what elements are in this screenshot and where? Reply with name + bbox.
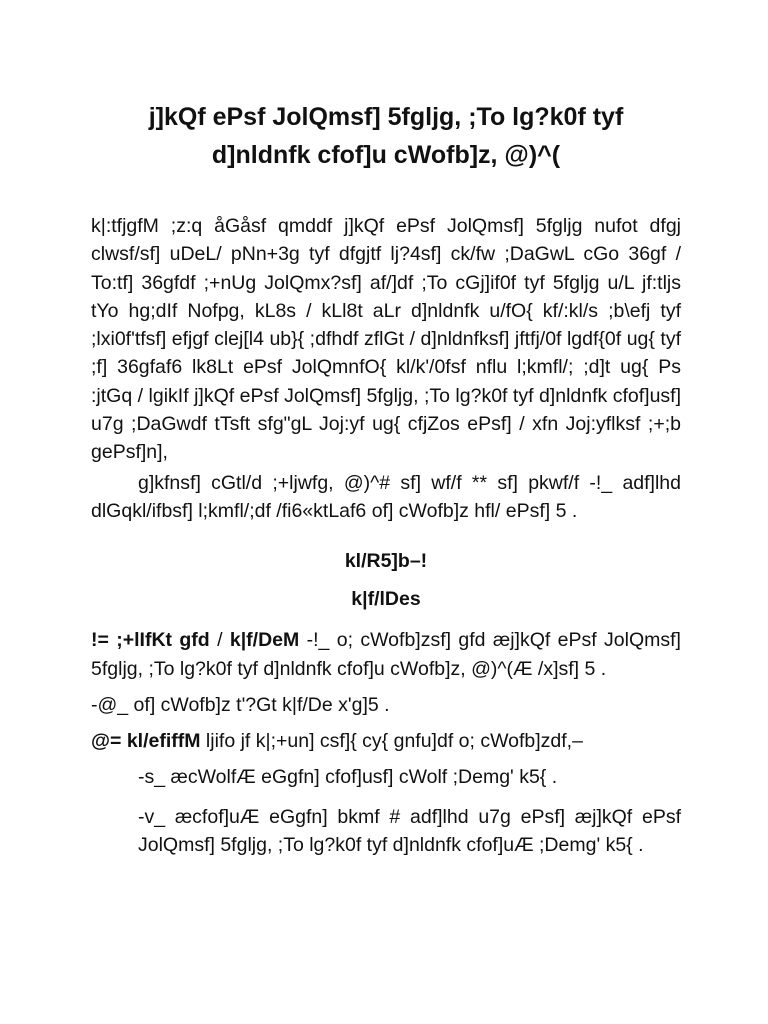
chapter-heading: kl/R5]b–! [344, 550, 428, 573]
clause-1-title: != ;+lIfKt gfd [91, 629, 210, 652]
clause-1-text: -!_ o; cWofb]zsf] gfd æj]kQf ePsf JolQmsf] 5fgljg, ;To lg?k0f tyf d]nldnfk cfof]u cWofb]z, @)^(Æ /x]sf] 5 . [91, 629, 681, 680]
clause-1-sub-2: -@_ of] cWofb]z t'?Gt k|f/De x'g]5 . [91, 693, 390, 716]
clause-2-text: ljifo jf k|;+un] csf]{ cy{ gnfu]df o; cWofb]zdf,– [200, 730, 583, 753]
clause-2 [91, 727, 681, 755]
clause-1-title-b: k|f/DeM [229, 629, 300, 652]
document-title [91, 0, 681, 174]
clause-1-separator: / [209, 629, 230, 652]
title-line-1: j]kQf ePsf JolQmsf] 5fgljg, ;To lg?k0f tyf [148, 103, 624, 131]
clause-1 [91, 626, 681, 683]
enactment-paragraph: g]kfnsf] cGtl/d ;+ljwfg, @)^# sf] wf/f ** sf] pkwf/f -!_ adf]lhd dlGqkl/ifbsf] l;kmfl/;df /fi6«ktLaf6 of] cWofb]z hfl/ ePsf] 5 . [91, 471, 681, 522]
title-line-2: d]nldnfk cfof]u cWofb]z, @)^( [211, 141, 561, 169]
definition-a: -s_ æcWolfÆ eGgfn] cfof]usf] cWolf ;Demg' k5{ . [138, 766, 558, 789]
definition-b: -v_ æcfof]uÆ eGgfn] bkmf # adf]lhd u7g ePsf] æj]kQf ePsf JolQmsf] 5fgljg, ;To lg?k0f tyf d]nldnfk cfof]uÆ ;Demg' k5{ . [138, 805, 681, 857]
section-heading: k|f/lDes [351, 588, 421, 611]
preamble-paragraph: k|:tfjgfM ;z:q åGåsf qmddf j]kQf ePsf JolQmsf] 5fgljg nufot dfgj clwsf/sf] uDeL/ pNn+3g tyf dfgjtf lj?4sf] ck/fw ;DaGwL cGo 36gf / To:tf] 36gfdf ;+nUg JolQmx?sf] af/]df ;To cGj]if0f tyf 5fgljg u/L jf:tljs tYo hg;dIf Nofpg, kL8s / kLl8t aLr d]nldnfk u/fO{ kf/:kl/s ;b\efj tyf ;lxi0f'tfsf] efjgf clej[l4 ub}{ ;dfhdf zflGt / d]nldnfksf] jftfj/0f lgdf{0f ug{ tyf ;f] 36gfaf6 lk8Lt ePsf JolQmnfO{ kl/k'/0fsf nflu l;kmfl/; ;d]t ug{ Ps :jtGq / lgikIf j]kQf ePsf JolQmsf] 5fgljg, ;To lg?k0f tyf d]nldnfk cfof]usf] u7g ;DaGwdf tTsft sfg"gL Joj:yf ug{ cfjZos ePsf] / xfn Joj:yflksf ;+;b gePsf]n], [91, 215, 681, 464]
clause-2-title: @= kl/efiffM [91, 730, 201, 753]
